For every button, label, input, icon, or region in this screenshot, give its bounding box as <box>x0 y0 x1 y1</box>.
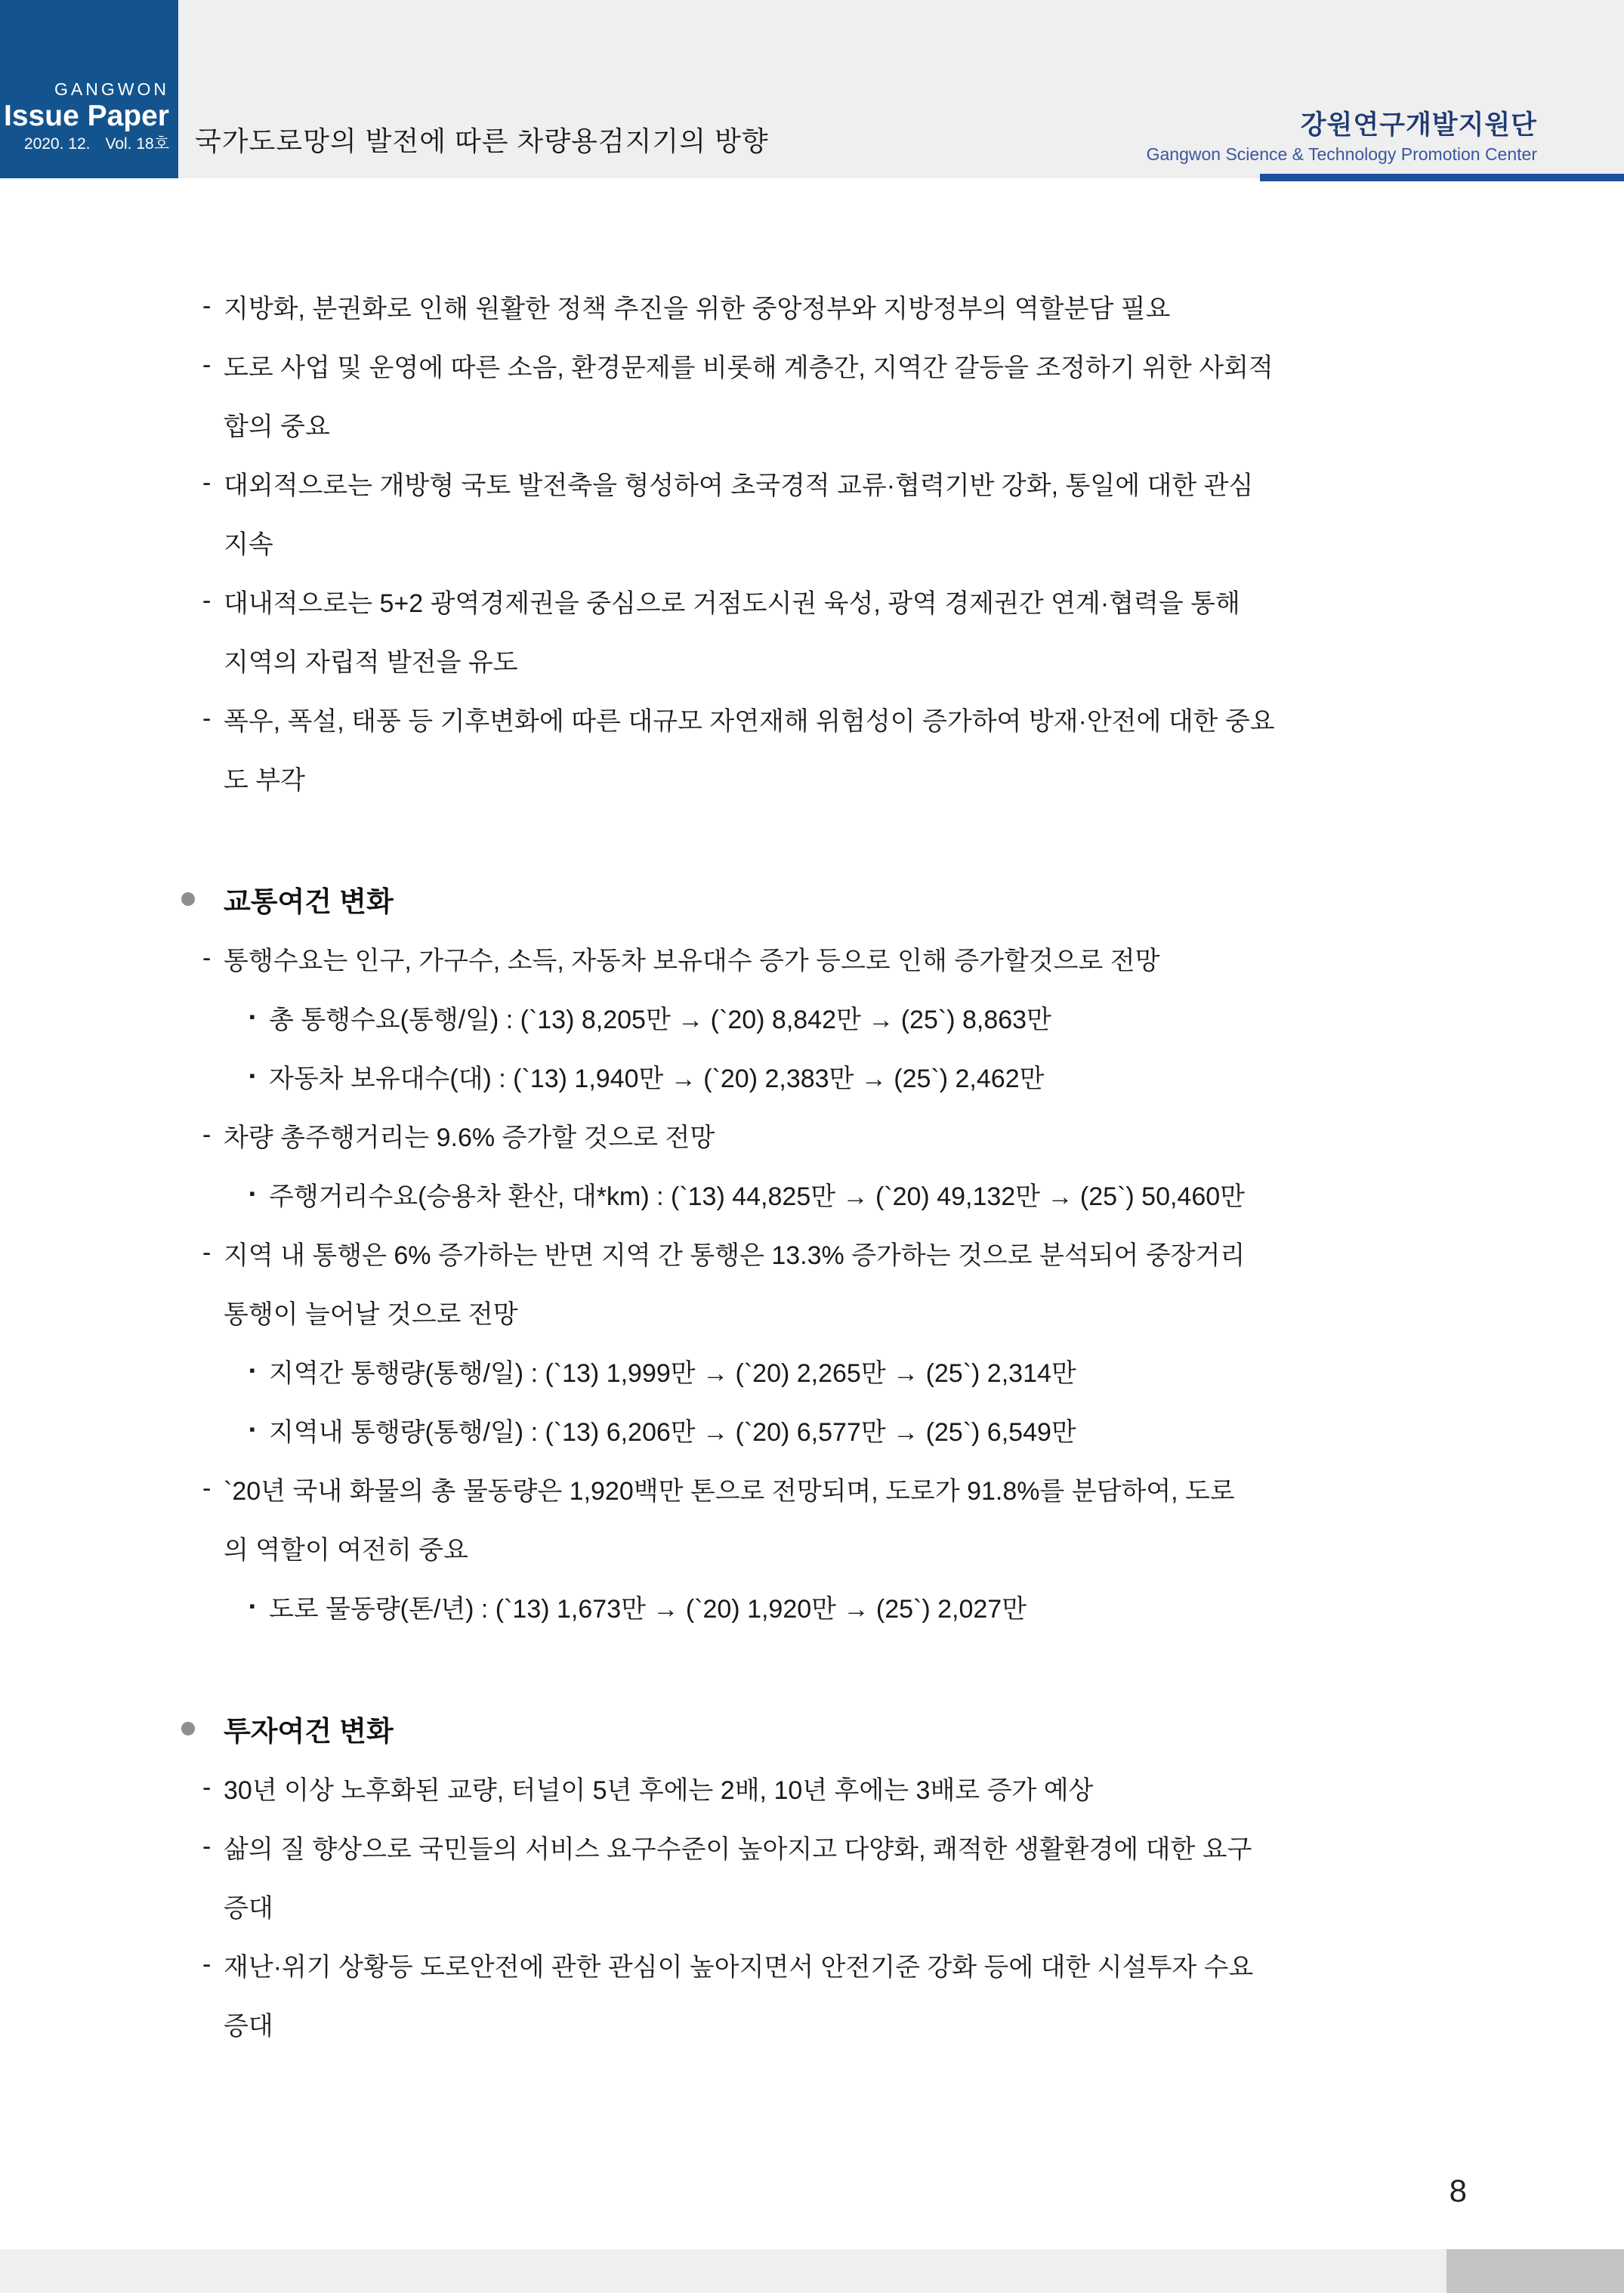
text-line: 통행수요는 인구, 가구수, 소득, 자동차 보유대수 증가 등으로 인해 증가할것으로 전망 <box>224 946 1160 975</box>
text-line: 자동차 보유대수(대) : (`13) 1,940만 → (`20) 2,383만 → (25`) 2,462만 <box>269 1064 1045 1093</box>
text-line: 폭우, 폭설, 태풍 등 기후변화에 따른 대규모 자연재해 위험성이 증가하여 방재·안전에 대한 중요 <box>224 706 1275 736</box>
square-marker-icon: ▪ <box>249 1184 255 1203</box>
section-header <box>181 1699 1526 1758</box>
logo-date: 2020. 12. <box>23 135 91 153</box>
page-header <box>0 0 1624 178</box>
text-line: 도 부각 <box>224 765 305 795</box>
footer-bar-dark <box>1446 2249 1624 2293</box>
square-bullet-item <box>181 1577 1526 1636</box>
dash-marker: - <box>202 1831 211 1861</box>
square-marker-icon: ▪ <box>249 1007 255 1026</box>
text-line: 지역 내 통행은 6% 증가하는 반면 지역 간 통행은 13.3% 증가하는 것으로 분석되어 중장거리 <box>224 1241 1246 1270</box>
text-line: 지방화, 분권화로 인해 원활한 정책 추진을 위한 중앙정부와 지방정부의 역할분담 필요 <box>224 294 1171 323</box>
dash-bullet-item <box>181 571 1526 689</box>
square-bullet-item <box>181 987 1526 1046</box>
body-content <box>181 178 1526 2053</box>
text-line: 대내적으로는 5+2 광역경제권을 중심으로 거점도시권 육성, 광역 경제권간 연계·협력을 통해 <box>224 589 1240 618</box>
text-line: 도로 물동량(톤/년) : (`13) 1,673만 → (`20) 1,920만 → (25`) 2,027만 <box>269 1594 1027 1624</box>
text-line: 재난·위기 상황등 도로안전에 관한 관심이 높아지면서 안전기준 강화 등에 대한 시설투자 수요 <box>224 1952 1254 1982</box>
text-line: 주행거리수요(승용차 환산, 대*km) : (`13) 44,825만 → (`20) 49,132만 → (25`) 50,460만 <box>269 1182 1245 1211</box>
square-marker-icon: ▪ <box>249 1596 255 1615</box>
text-line: 대외적으로는 개방형 국토 발전축을 형성하여 초국경적 교류·협력기반 강화, 통일에 대한 관심 <box>224 471 1254 500</box>
dash-marker: - <box>202 1120 211 1149</box>
square-marker-icon: ▪ <box>249 1420 255 1439</box>
square-bullet-item <box>181 1046 1526 1105</box>
text-line: 지역내 통행량(통행/일) : (`13) 6,206만 → (`20) 6,577만 → (25`) 6,549만 <box>269 1417 1076 1447</box>
dash-bullet-item <box>181 277 1526 335</box>
dash-bullet-item <box>181 1459 1526 1577</box>
text-line: 삶의 질 향상으로 국민들의 서비스 요구수준이 높아지고 다양화, 쾌적한 생활환경에 대한 요구 <box>224 1834 1252 1864</box>
dash-bullet-item <box>181 1223 1526 1341</box>
dash-marker: - <box>202 1949 211 1979</box>
text-line: 지역간 통행량(통행/일) : (`13) 1,999만 → (`20) 2,265만 → (25`) 2,314만 <box>269 1358 1076 1388</box>
square-bullet-item <box>181 1341 1526 1400</box>
organization-name-korean: 강원연구개발지원단 <box>1300 110 1537 140</box>
organization-block <box>1147 110 1537 164</box>
dash-bullet-item <box>181 1817 1526 1935</box>
square-marker-icon: ▪ <box>249 1361 255 1380</box>
dash-bullet-item <box>181 1105 1526 1164</box>
section-title: 교통여건 변화 <box>224 886 394 917</box>
dash-bullet-item <box>181 929 1526 987</box>
dash-marker: - <box>202 1473 211 1503</box>
dash-bullet-item <box>181 1935 1526 2053</box>
dash-marker: - <box>202 586 211 615</box>
square-bullet-item <box>181 1400 1526 1459</box>
logo-volume: Vol. 18호 <box>105 135 169 153</box>
text-line: 합의 중요 <box>224 412 330 441</box>
dash-marker: - <box>202 468 211 497</box>
dash-marker: - <box>202 291 211 320</box>
square-bullet-item <box>181 1164 1526 1223</box>
section-title: 투자여건 변화 <box>224 1716 394 1747</box>
text-line: 증대 <box>224 2011 273 2041</box>
section-bullet-icon <box>181 892 195 906</box>
text-line: 지역의 자립적 발전을 유도 <box>224 647 518 677</box>
text-line: 지속 <box>224 530 273 559</box>
logo-date-row <box>4 133 169 156</box>
organization-name-english: Gangwon Science & Technology Promotion Center <box>1146 144 1537 164</box>
text-line: `20년 국내 화물의 총 물동량은 1,920백만 톤으로 전망되며, 도로가 91.8%를 분담하여, 도로 <box>224 1476 1235 1506</box>
text-line: 통행이 늘어날 것으로 전망 <box>224 1299 518 1329</box>
dash-marker: - <box>202 943 211 972</box>
dash-marker: - <box>202 350 211 379</box>
dash-marker: - <box>202 1772 211 1802</box>
text-line: 증대 <box>224 1893 273 1923</box>
text-line: 차량 총주행거리는 9.6% 증가할 것으로 전망 <box>224 1123 715 1152</box>
logo-text-block <box>4 79 169 156</box>
footer-bar-light <box>0 2249 1446 2293</box>
square-marker-icon: ▪ <box>249 1066 255 1085</box>
dash-bullet-item <box>181 335 1526 453</box>
logo-gangwon-label: GANGWON <box>54 79 169 99</box>
section-bullet-icon <box>181 1722 195 1735</box>
dash-bullet-item <box>181 1758 1526 1817</box>
text-line: 도로 사업 및 운영에 따른 소음, 환경문제를 비롯해 계층간, 지역간 갈등을 조정하기 위한 사회적 <box>224 353 1274 382</box>
document-title: 국가도로망의 발전에 따른 차량용검지기의 방향 <box>195 125 769 156</box>
section-header <box>181 870 1526 929</box>
logo-issue-paper-label: Issue Paper <box>4 100 169 132</box>
dash-bullet-item <box>181 689 1526 807</box>
page-number: 8 <box>1449 2173 1467 2208</box>
text-line: 의 역할이 여전히 중요 <box>224 1535 468 1565</box>
dash-marker: - <box>202 1238 211 1267</box>
text-line: 30년 이상 노후화된 교량, 터널이 5년 후에는 2배, 10년 후에는 3배로 증가 예상 <box>224 1775 1094 1805</box>
text-line: 총 통행수요(통행/일) : (`13) 8,205만 → (`20) 8,842만 → (25`) 8,863만 <box>269 1005 1051 1034</box>
gangwon-issue-paper-logo <box>0 0 178 178</box>
dash-marker: - <box>202 703 211 733</box>
dash-bullet-item <box>181 453 1526 571</box>
